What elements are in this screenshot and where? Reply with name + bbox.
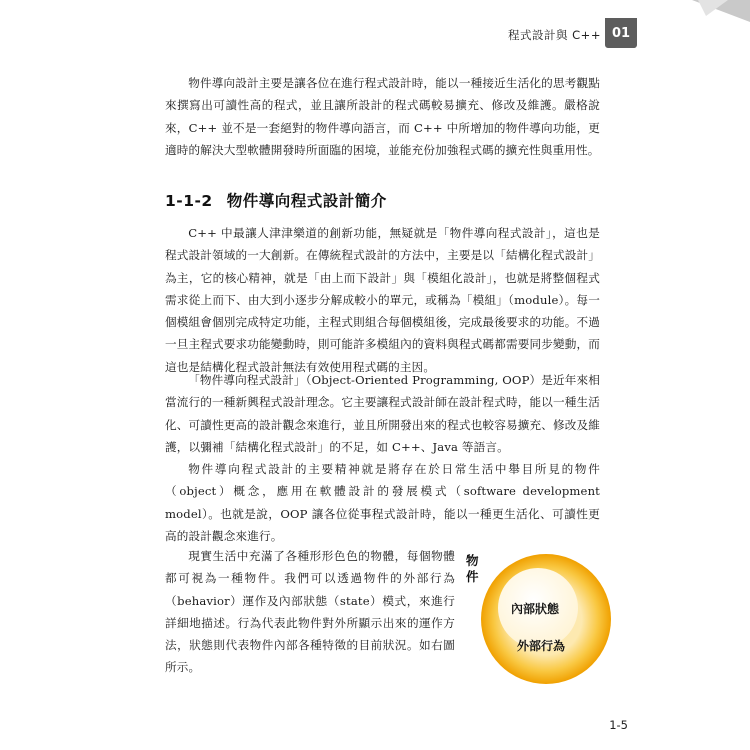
inner-state-label: 內部狀態 <box>510 601 559 616</box>
body-paragraph-4: 現實生活中充滿了各種形形色色的物體，每個物體都可視為一種物件。我們可以透過物件的外部行為（behavior）運作及內部狀態（state）模式，來進行詳細地描述。行為代表此物件對外所顯示出來的運作方法，狀態則代表物件內部各種特徵的目前狀況。如右圖所示。 <box>165 549 455 675</box>
page-number: 1-5 <box>609 718 628 732</box>
figure-label-char: 物 <box>466 553 479 568</box>
intro-paragraph: 物件導向設計主要是讓各位在進行程式設計時，能以一種接近生活化的思考觀點來撰寫出可讀性高的程式，並且讓所設計的程式碼較易擴充、修改及維護。嚴格說來，C++ 並不是一套絕對的物件導向語言，而 C++ 中所增加的物件導向功能，更適時的解決大型軟體開發時所面臨的困境，並能充份加強程式碼的擴充性與重用性。 <box>165 76 600 157</box>
figure-label-char: 件 <box>466 569 479 584</box>
chapter-number-tab: 01 <box>605 18 637 48</box>
section-number: 1-1-2 <box>165 192 213 210</box>
figure-vertical-label <box>466 553 480 585</box>
body-paragraph-1: C++ 中最讓人津津樂道的創新功能，無疑就是「物件導向程式設計」，這也是程式設計領域的一大創新。在傳統程式設計的方法中，主要是以「結構化程式設計」為主，它的核心精神，就是「由上而下設計」與「模組化設計」，也就是將整個程式需求從上而下、由大到小逐步分解成較小的單元，或稱為「模組」（module）。每一個模組會個別完成特定功能，主程式則組合每個模組後，完成最後要求的功能。不過一旦主程式要求功能變動時，則可能許多模組內的資料與程式碼都需要同步變動，而這也是結構化程式設計無法有效使用程式碼的主因。 <box>165 226 600 374</box>
section-heading <box>165 189 605 211</box>
body-paragraph-2: 「物件導向程式設計」（Object-Oriented Programming, OOP）是近年來相當流行的一種新興程式設計理念。它主要讓程式設計師在設計程式時，能以一種生活化、可讀性更高的設計觀念來進行，並且所開發出來的程式也較容易擴充、修改及維護，以彌補「結構化程式設計」的不足，如 C++、Java 等語言。 <box>165 373 600 454</box>
outer-behavior-label: 外部行為 <box>516 638 565 653</box>
running-header-title: 程式設計與 C++ <box>508 28 601 42</box>
section-title: 物件導向程式設計簡介 <box>226 192 387 210</box>
object-diagram <box>480 553 612 685</box>
body-paragraph-3: 物件導向程式設計的主要精神就是將存在於日常生活中舉目所見的物件（object）概念，應用在軟體設計的發展模式（software development model）。也就是說，OOP 讓各位從事程式設計時，能以一種更生活化、可讀性更高的設計觀念來進行。 <box>165 462 600 543</box>
